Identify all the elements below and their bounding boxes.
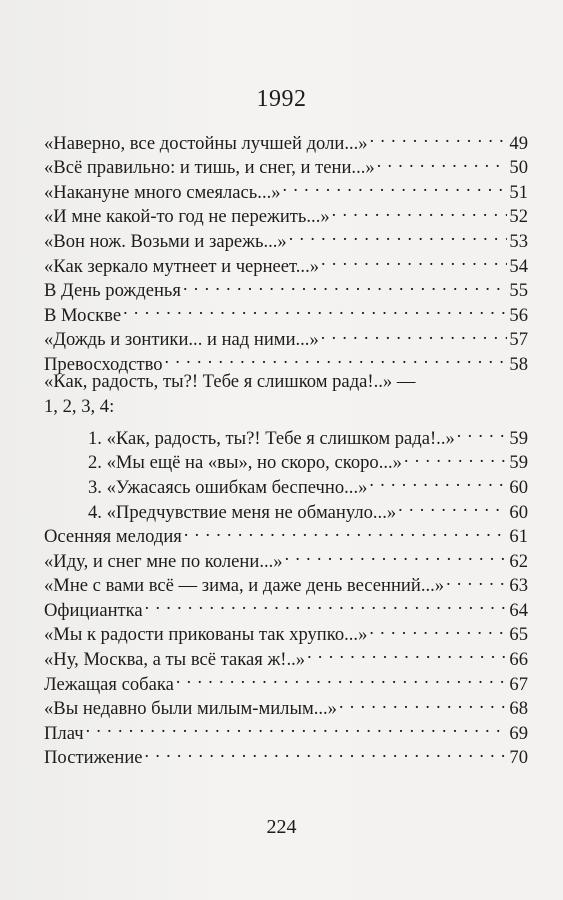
toc-entry-title: В День рожденья	[44, 280, 181, 302]
toc-dot-leader	[404, 444, 507, 469]
toc-entry-page: 57	[509, 329, 528, 351]
toc-dot-leader	[183, 272, 507, 297]
toc-entry-page: 69	[509, 722, 528, 744]
toc-entry-title: «Иду, и снег мне по колени...»	[44, 550, 283, 572]
toc-dot-leader	[283, 173, 508, 198]
toc-entry-title: 1. «Как, радость, ты?! Тебе я слишком рада!..»	[88, 427, 455, 449]
toc-entry	[44, 714, 528, 744]
toc-dot-leader	[370, 124, 508, 149]
toc-entry-page: 64	[509, 599, 528, 621]
toc-entry-page: 65	[509, 624, 528, 646]
toc-entry-page: 59	[509, 427, 528, 449]
toc-dot-leader	[289, 222, 508, 247]
toc-entry	[44, 124, 528, 154]
toc-entry-title: «Всё правильно: и тишь, и снег, и тени...»	[44, 157, 375, 179]
toc-dot-leader	[321, 247, 507, 272]
toc-entry-title: В Москве	[44, 304, 122, 326]
toc-dot-leader	[446, 567, 507, 592]
toc-entry-title: 2. «Мы ещё на «вы», но скоро, скоро...»	[88, 452, 402, 474]
toc-entry-page: 70	[509, 747, 528, 769]
toc-dot-leader	[176, 665, 508, 690]
toc-entry-title: 4. «Предчувствие меня не обмануло...»	[88, 501, 397, 523]
toc-entry-title: «Ну, Москва, а ты всё такая ж!..»	[44, 649, 306, 671]
toc-entry-title: 1, 2, 3, 4:	[44, 395, 115, 417]
toc-entry-title: «Как зеркало мутнеет и чернеет...»	[44, 255, 320, 277]
toc-entry-page: 66	[509, 649, 528, 671]
toc-entry-title: Превосходство	[44, 353, 163, 375]
toc-entry-title: «Мне с вами всё — зима, и даже день весенний...»	[44, 575, 445, 597]
toc-entry-page: 49	[509, 132, 528, 154]
toc-entry-title: Постижение	[44, 747, 143, 769]
toc-entry-title: «Дождь и зонтики... и над ними...»	[44, 329, 319, 351]
toc-entry-page: 60	[509, 476, 528, 498]
toc-entry-page: 56	[509, 304, 528, 326]
toc-entry	[44, 370, 528, 395]
toc-entry-title: «Мы к радости прикованы так хрупко...»	[44, 624, 368, 646]
toc-dot-leader	[86, 714, 508, 739]
toc-entry-page: 61	[509, 526, 528, 548]
toc-dot-leader	[165, 345, 508, 370]
toc-entry-page: 59	[509, 452, 528, 474]
toc-entry-page: 53	[509, 230, 528, 252]
toc-entry-page: 51	[509, 181, 528, 203]
toc-entry-page: 67	[509, 673, 528, 695]
section-year-heading: 1992	[256, 86, 307, 112]
toc-entry	[44, 419, 528, 449]
toc-dot-leader	[339, 690, 507, 715]
toc-entry-title: «Вы недавно были милым-милым...»	[44, 698, 337, 720]
toc-entry-title: Плач	[44, 722, 84, 744]
toc-entry-title: Официантка	[44, 599, 143, 621]
toc-entry-title: «Вон нож. Возьми и зарежь...»	[44, 230, 287, 252]
toc-entry	[44, 739, 528, 769]
toc-entry-page: 68	[509, 698, 528, 720]
page-number: 224	[266, 816, 297, 838]
toc-entry-page: 54	[509, 255, 528, 277]
toc-entry-page: 58	[509, 353, 528, 375]
toc-entry-page: 50	[509, 157, 528, 179]
toc-dot-leader	[398, 493, 507, 518]
table-of-contents	[44, 124, 528, 769]
toc-dot-leader	[285, 542, 508, 567]
toc-entry-page: 52	[509, 206, 528, 228]
toc-entry-title: Осенняя мелодия	[44, 526, 182, 548]
toc-dot-leader	[369, 468, 507, 493]
toc-dot-leader	[145, 739, 508, 764]
toc-entry-title: «Как, радость, ты?! Тебе я слишком рада!..» —	[44, 370, 416, 392]
toc-dot-leader	[369, 616, 507, 641]
toc-entry-page: 60	[509, 501, 528, 523]
toc-entry-title: «Наверно, все достойны лучшей доли...»	[44, 132, 368, 154]
toc-dot-leader	[321, 321, 508, 346]
toc-entry-page: 63	[509, 575, 528, 597]
toc-entry-page: 55	[509, 280, 528, 302]
toc-dot-leader	[307, 640, 507, 665]
toc-dot-leader	[184, 518, 508, 543]
toc-entry-title: 3. «Ужасаясь ошибкам беспечно...»	[88, 476, 368, 498]
toc-dot-leader	[332, 198, 508, 223]
toc-dot-leader	[377, 149, 508, 174]
toc-entry-title: Лежащая собака	[44, 673, 174, 695]
toc-entry-title: «И мне какой-то год не пережить...»	[44, 206, 330, 228]
toc-entry-title: «Накануне много смеялась...»	[44, 181, 281, 203]
toc-dot-leader	[457, 419, 508, 444]
toc-dot-leader	[145, 591, 508, 616]
toc-entry-page: 62	[509, 550, 528, 572]
toc-entry	[44, 395, 528, 420]
toc-dot-leader	[123, 296, 507, 321]
